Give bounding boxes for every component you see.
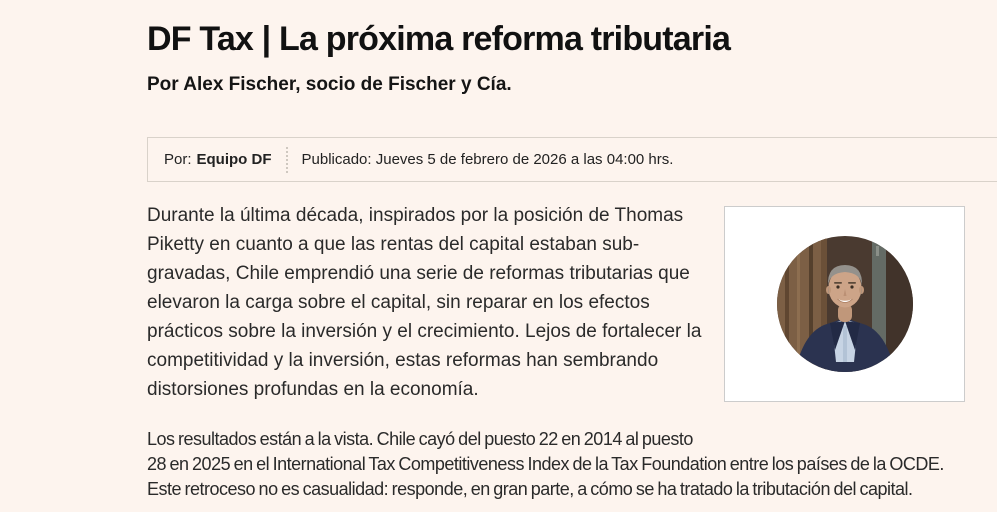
author-portrait-image — [777, 236, 913, 372]
author-photo-card — [724, 206, 965, 402]
article-paragraph-1: Durante la última década, inspirados por la posición de Thomas Piketty en cuanto a que las rentas del capital estaban sub-gravadas, Chile emprendió una serie de reformas tributarias que elevaron la carga sobre el capital, sin reparar en los efectos prácticos sobre la inversión y el crecimiento. Lejos de fortalecer la competitividad y la inversión, estas reformas han sembrando distorsiones profundas en la economía. — [147, 205, 702, 401]
meta-author — [164, 151, 272, 168]
meta-author-label: Por: — [164, 151, 192, 169]
article-body — [147, 201, 965, 502]
meta-divider — [286, 147, 288, 173]
meta-author-value: Equipo DF — [196, 151, 272, 169]
article-title: DF Tax | La próxima reforma tributaria — [147, 20, 731, 58]
article-paragraph-2: Los resultados están a la vista. Chile cayó del puesto 22 en 2014 al puesto 28 en 2025 en el International Tax Competitiveness Index de la Tax Foundation entre los países de la OCDE. Este retroceso no es casualidad: responde, en gran parte, a cómo se ha tratado la tributación del capital. — [147, 429, 944, 500]
article-byline: Por Alex Fischer, socio de Fischer y Cía. — [147, 74, 512, 96]
article-meta-bar — [147, 137, 997, 182]
meta-published-date: Publicado: Jueves 5 de febrero de 2026 a las 04:00 hrs. — [301, 151, 674, 169]
